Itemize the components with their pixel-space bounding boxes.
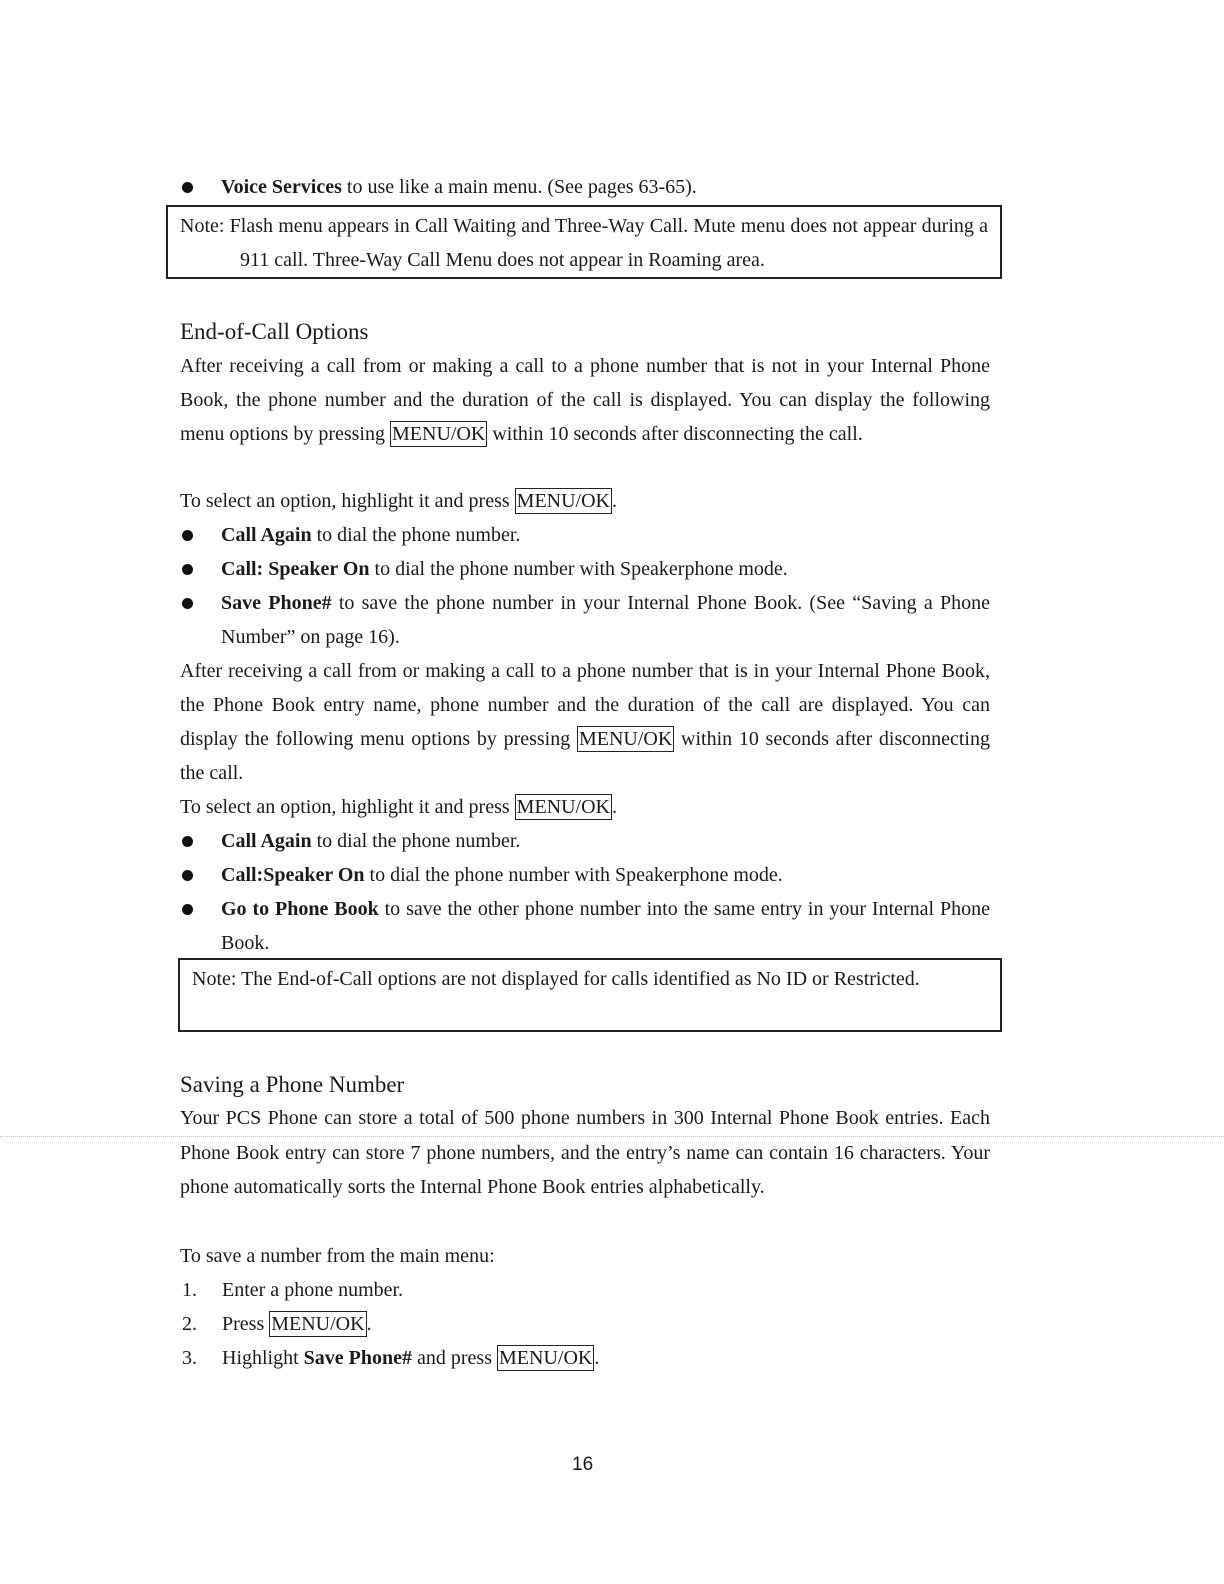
item-text: to dial the phone number with Speakerphone mode. <box>364 864 783 886</box>
para-text: within 10 seconds after disconnecting the call. <box>180 728 990 784</box>
note-label: Note: <box>180 215 225 237</box>
step-text: Highlight <box>222 1347 304 1369</box>
item-text: to save the other phone number into the same entry in your Internal Phone Book. <box>221 898 990 954</box>
item-bold: Call: Speaker On <box>221 558 370 580</box>
note-text: Flash menu appears in Call Waiting and Three-Way Call. Mute menu does not appear during a 911 call. Three-Way Call Menu does not appear in Roaming area. <box>224 215 988 271</box>
item-text: to dial the phone number. <box>311 830 521 852</box>
bullet-icon <box>182 564 193 575</box>
item-text: to dial the phone number. <box>311 524 521 546</box>
item-bold: Go to Phone Book <box>221 898 379 920</box>
menu-ok-key: MENU/OK <box>271 1313 365 1335</box>
step-bold: Save Phone# <box>303 1347 413 1369</box>
select-text: To select an option, highlight it and press <box>180 796 515 818</box>
select-text: . <box>612 796 618 818</box>
item-bold: Call Again <box>221 830 312 852</box>
menu-ok-key: MENU/OK <box>392 423 486 445</box>
list-item-call-again <box>180 518 990 552</box>
item-bold: Call Again <box>221 524 312 546</box>
saving-paragraph: Your PCS Phone can store a total of 500 phone numbers in 300 Internal Phone Book entries. Each Phone Book entry can store 7 phone numbers, and the entry’s name can contain 16 characters. Your phone automatically sorts the Internal Phone Book entries alphabetically. <box>180 1107 990 1198</box>
step-1 <box>180 1273 990 1307</box>
para-text: within 10 seconds after disconnecting the call. <box>487 423 863 445</box>
menu-ok-key: MENU/OK <box>516 796 611 818</box>
bullet-icon <box>182 836 193 847</box>
select-text: . <box>612 490 618 512</box>
note-box-end-of-call <box>178 958 1002 1032</box>
step-text: . <box>594 1347 600 1369</box>
list-item-call-again-2 <box>180 824 990 858</box>
bullet-text: to use like a main menu. (See pages 63-65). <box>341 176 697 198</box>
item-text: to save the phone number in your Internal Phone Book. (See “Saving a Phone Number” on page 16). <box>221 592 990 648</box>
step-2 <box>180 1307 990 1341</box>
step-text: and press <box>412 1347 497 1369</box>
bullet-icon <box>182 904 193 915</box>
step-number: 1. <box>182 1279 197 1301</box>
end-of-call-paragraph-2 <box>180 654 990 790</box>
para-text: After receiving a call from or making a call to a phone number that is not in your Internal Phone Book, the phone number and the duration of the call is displayed. You can display the following menu options by pressing <box>180 355 990 445</box>
step-text: . <box>366 1313 372 1335</box>
voice-services-bullet <box>180 170 990 204</box>
para-text: After receiving a call from or making a call to a phone number that is in your Internal Phone Book, the Phone Book entry name, phone number and the duration of the call are displayed. You can display the following menu options by pressing <box>180 660 990 750</box>
menu-ok-key: MENU/OK <box>516 490 611 512</box>
page-number: 16 <box>572 1454 594 1475</box>
bullet-icon <box>182 598 193 609</box>
menu-ok-key: MENU/OK <box>499 1347 593 1369</box>
note-label: Note: <box>192 968 237 990</box>
step-3 <box>180 1341 990 1375</box>
end-of-call-paragraph-1 <box>180 349 990 451</box>
step-text: Press <box>222 1313 270 1335</box>
section-heading-end-of-call: End-of-Call Options <box>180 319 369 344</box>
select-option-line-1 <box>180 484 990 518</box>
item-bold: Call:Speaker On <box>221 864 365 886</box>
step-number: 3. <box>182 1347 197 1369</box>
step-text: Enter a phone number. <box>222 1279 404 1301</box>
bullet-bold: Voice Services <box>221 176 342 198</box>
bullet-icon <box>182 870 193 881</box>
note-box-flash-menu <box>166 205 1002 279</box>
section-heading-saving: Saving a Phone Number <box>180 1072 405 1097</box>
list-item-go-to-phone-book <box>180 892 990 960</box>
select-text: To select an option, highlight it and press <box>180 490 515 512</box>
item-text: to dial the phone number with Speakerphone mode. <box>369 558 788 580</box>
step-number: 2. <box>182 1313 197 1335</box>
select-option-line-2 <box>180 790 990 824</box>
bullet-icon <box>182 182 193 193</box>
saving-intro: To save a number from the main menu: <box>180 1245 495 1267</box>
list-item-call-speaker-on-2 <box>180 858 990 892</box>
bullet-icon <box>182 530 193 541</box>
menu-ok-key: MENU/OK <box>578 728 673 750</box>
list-item-call-speaker-on <box>180 552 990 586</box>
item-bold: Save Phone# <box>221 592 332 614</box>
note-text: The End-of-Call options are not displayed for calls identified as No ID or Restricted. <box>236 968 920 990</box>
list-item-save-phone <box>180 586 990 654</box>
